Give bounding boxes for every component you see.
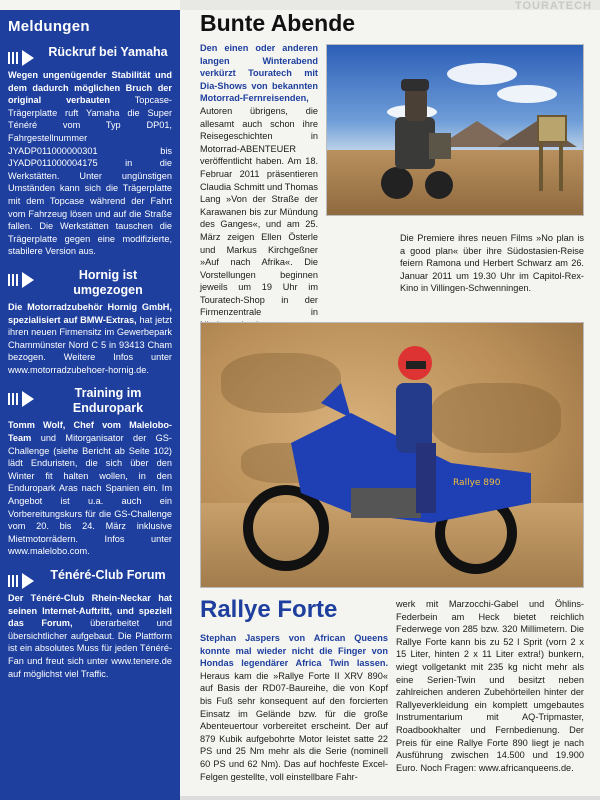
news-sidebar: [0, 10, 180, 800]
article-column: [400, 232, 584, 304]
article-lead: Stephan Jaspers von African Queens konnte mal wieder nicht die Finger von Hondas legendärer Africa Twin lassen.: [200, 633, 388, 669]
rallye-bike-photo: [200, 322, 584, 588]
news-item-yamaha: [8, 45, 172, 258]
arrow-right-icon: [8, 272, 44, 289]
article-body: Autoren übrigens, die allesamt auch schon ihre Reisegeschichten in Motorrad-ABENTEUER veröffentlicht haben. Am 18. Februar 2011 präsentieren Claudia Schmitt und Thomas Lang »Von der Straße der Karawanen bis zur Mündung des Ganges«, und am 25. März zeigen Ellen Österle und Markus Kirchgeßner »Auf nach Afrika«. Die Vorstellungen beginnen jeweils um 19 Uhr im Touratech-Shop in der Firmenzentrale in: [200, 105, 318, 318]
bike-label: Rallye 890: [453, 478, 501, 488]
news-body: und Mitorganisator der GS-Challenge (siehe Bericht ab Seite 102) lädt Enduristen, die sich über den Winter fit halten wollen, in den Enduropark Aras nach Spanien ein. Im Angebot ist u.a. auch ein Vorbereitungskurs für die GS-Challenge vom 20. bis 24. März inklusive Mietmotorrädern. Infos unter www.malelobo.com.: [8, 433, 172, 557]
motorcycle-mountain-photo: [326, 44, 584, 216]
news-heading: Rückruf bei Yamaha: [48, 45, 168, 59]
news-body: hat jetzt ihren neuen Firmensitz im Gewerbepark Chammünster Nord C 5 in 93413 Cham bezogen. Weitere Infos unter www.motorradzubehoer-hornig.de.: [8, 314, 173, 375]
arrow-right-icon: [8, 49, 44, 66]
news-heading: Hornig ist umgezogen: [73, 267, 143, 297]
news-lead: Wegen ungenügender Stabilität und dem dadurch möglichen Bruch der original verbauten: [8, 70, 172, 106]
article-body: Heraus kam die »Rallye Forte II XRV 890« auf Basis der RD07-Baureihe, die von Kopf bis Fuß sehr konsequent auf den forcierten Einsatz im Gelände bzw. für die große Abenteuertour vorbereitet erscheint. Der auf 879 Kubik aufgebohrte Motor leistet satte 22 PS und 25 Nm mehr als die Serie (nominell 60 PS und 62 Nm). Das auf hochfeste Excel-Felgen gestellte, voll einstellbare Fahr-: [200, 670, 388, 782]
article-lead: Den einen oder anderen langen Winterabend verkürzt Touratech mit Dia-Shows von bekannten Motorrad-Fernreisenden,: [200, 43, 318, 104]
arrow-right-icon: [8, 572, 44, 589]
article-column: [396, 598, 584, 798]
motorcycle-rider-illustration: [201, 323, 584, 588]
faded-header-text: TOURATECH: [514, 0, 592, 12]
news-lead: Die Motorradzubehör Hornig GmbH, spezialisiert auf BMW-Extras,: [8, 301, 172, 325]
news-item-tenere-club: [8, 568, 172, 680]
news-heading: Ténéré-Club Forum: [50, 568, 166, 582]
news-heading: Training im Enduropark: [72, 386, 144, 416]
arrow-right-icon: [8, 390, 44, 407]
news-item-training: [8, 386, 172, 558]
motorcycle-silhouette: [377, 73, 457, 203]
sidebar-title: Meldungen: [8, 18, 90, 35]
news-lead: Der Ténéré-Club Rhein-Neckar hat seinen Internet-Auftritt, und speziell das Forum,: [8, 593, 172, 629]
news-lead: Tomm Wolf, Chef vom Malelobo-Team: [8, 420, 172, 444]
road-sign: [537, 115, 567, 143]
article-title-bunte-abende: Bunte Abende: [200, 10, 356, 36]
article-body: Die Premiere ihres neuen Films »No plan is a good plan« über ihre Südostasien-Reise feiern Ramona und Herbert Schwarz am 26. Januar 2011 um 19.30 Uhr im Capitol-Rex-Kino in Villingen-Schwenningen.: [400, 233, 584, 294]
article-column: [200, 632, 388, 800]
article-body: werk mit Marzocchi-Gabel und Öhlins-Federbein am Heck bietet reichlich Federwege von 285 bzw. 320 Millimetern. Die Rallye Forte kann bis zu 52 l Sprit (vorn 2 x 15 Liter, hinten 2 x 11 Liter extra!) bunkern, wiegt vollgetankt mit 235 kg nicht mehr als eine Serien-Twin und besitzt neben zahlreichen anderen Zubehörteilen hinter der Rallyeverkleidung ein komplett umgebautes Instrumentarium mit AQ-Tripmaster, Roadbookhalter und Fernbedienung. Der Preis für eine Rallye Forte 890 liegt je nach Ausführung zwischen 14.500 und 19.900 Euro. Noch Fragen: www.africanqueens.de.: [396, 599, 584, 773]
article-column: [200, 42, 318, 318]
news-item-hornig: [8, 268, 172, 377]
news-body: Topcase-Trägerplatte ruft Yamaha die Super Ténéré vom Typ DP01, Fahrgestellnummer JYADP011000000301 bis JYADP011000004175 in die Werkstätten. Unter ungünstigen Umständen kann sich die Trägerplatte mit dem Topcase während der Fahrt vom Fahrzeug lösen und auf die Straße fallen. Die Werkstätten tauschen die Trägerplatte gegen eine modifizierte, stabilere Version aus.: [8, 95, 172, 257]
page-header-strip: [180, 0, 600, 10]
news-body: überarbeitet und übersichtlicher aufgebaut. Die Plattform ist ein absolutes Muss für jeden Ténéré-Fan und freut sich unter www.tenere.de auf möglichst viel Traffic.: [8, 618, 172, 679]
article-title-rallye-forte: Rallye Forte: [200, 596, 338, 623]
